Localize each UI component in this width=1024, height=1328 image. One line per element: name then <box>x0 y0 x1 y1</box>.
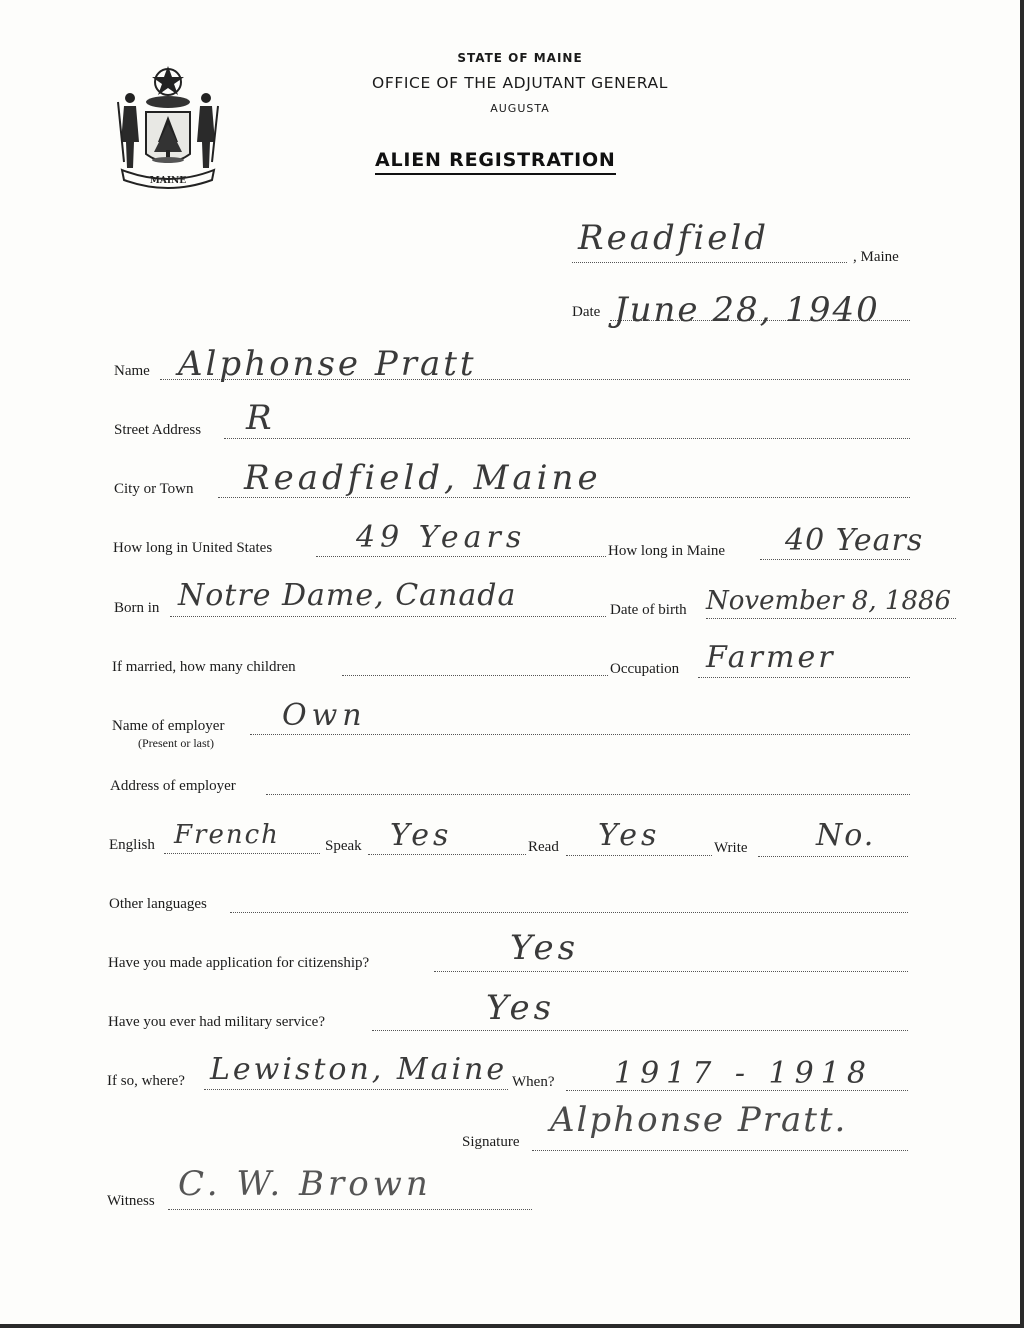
how-long-maine-label: How long in Maine <box>608 543 726 559</box>
if-so-where-value: Lewiston, Maine <box>210 1052 508 1087</box>
date-label: Date <box>572 304 601 320</box>
witness-label: Witness <box>107 1193 155 1209</box>
employer-name-line <box>250 734 910 735</box>
citizenship-value: Yes <box>510 928 580 968</box>
other-languages-line <box>230 912 908 913</box>
maine-suffix-label: , Maine <box>853 249 899 265</box>
write-label: Write <box>714 840 748 856</box>
employer-name-value: Own <box>282 698 367 733</box>
date-of-birth-value: November 8, 1886 <box>706 586 952 616</box>
speak-label: Speak <box>325 838 362 854</box>
svg-text:MAINE: MAINE <box>149 176 187 186</box>
signature-label: Signature <box>462 1134 520 1150</box>
signature-line <box>532 1150 908 1151</box>
citizenship-label: Have you made application for citizenship? <box>108 955 370 971</box>
scan-edge-bottom <box>0 1324 1024 1328</box>
how-long-maine-value: 40 Years <box>785 523 924 558</box>
street-address-label: Street Address <box>114 422 202 438</box>
married-children-line <box>342 675 608 676</box>
city-town-label: City or Town <box>114 481 194 497</box>
if-so-where-line <box>204 1089 508 1090</box>
speak-line <box>368 854 526 855</box>
occupation-line <box>698 677 910 678</box>
read-line <box>566 855 712 856</box>
born-in-line <box>170 616 606 617</box>
street-address-value: R <box>246 398 274 438</box>
if-so-where-label: If so, where? <box>107 1073 185 1089</box>
english-label: English <box>109 837 155 853</box>
military-service-line <box>372 1030 908 1031</box>
maine-state-seal <box>112 62 224 190</box>
date-of-birth-line <box>706 618 956 619</box>
write-value: No. <box>816 818 876 853</box>
name-value: Alphonse Pratt <box>178 344 477 384</box>
employer-name-label: Name of employer <box>112 718 225 734</box>
date-of-birth-label: Date of birth <box>610 602 687 618</box>
state-heading: STATE OF MAINE <box>457 51 583 65</box>
military-service-value: Yes <box>486 988 556 1028</box>
other-languages-label: Other languages <box>109 896 207 912</box>
town-value: Readfield <box>578 218 769 258</box>
military-service-label: Have you ever had military service? <box>108 1014 325 1030</box>
employer-address-line <box>266 794 910 795</box>
how-long-us-label: How long in United States <box>113 540 273 556</box>
town-line <box>572 262 847 263</box>
speak-value: Yes <box>390 818 453 853</box>
city-heading: AUGUSTA <box>490 102 550 115</box>
occupation-label: Occupation <box>610 661 680 677</box>
form-title: ALIEN REGISTRATION <box>375 149 616 175</box>
read-value: Yes <box>598 818 661 853</box>
english-line <box>164 853 320 854</box>
how-long-us-value: 49 Years <box>356 520 527 555</box>
date-value: June 28, 1940 <box>614 290 880 330</box>
employer-note: (Present or last) <box>138 736 214 750</box>
office-heading: OFFICE OF THE ADJUTANT GENERAL <box>372 74 668 92</box>
scan-edge-right <box>1020 0 1024 1328</box>
witness-line <box>168 1209 532 1210</box>
street-address-line <box>224 438 910 439</box>
witness-value: C. W. Brown <box>178 1164 432 1204</box>
city-town-value: Readfield, Maine <box>244 458 602 498</box>
how-long-us-line <box>316 556 606 557</box>
how-long-maine-line <box>760 559 910 560</box>
name-label: Name <box>114 363 150 379</box>
when-value: 1917 - 1918 <box>614 1056 873 1091</box>
when-label: When? <box>512 1074 555 1090</box>
married-children-label: If married, how many children <box>112 659 296 675</box>
citizenship-line <box>434 971 908 972</box>
english-value: French <box>174 820 280 850</box>
employer-address-label: Address of employer <box>110 778 236 794</box>
read-label: Read <box>528 839 559 855</box>
born-in-label: Born in <box>114 600 160 616</box>
occupation-value: Farmer <box>706 640 836 675</box>
born-in-value: Notre Dame, Canada <box>178 578 517 613</box>
write-line <box>758 856 908 857</box>
signature-value: Alphonse Pratt. <box>550 1100 848 1140</box>
